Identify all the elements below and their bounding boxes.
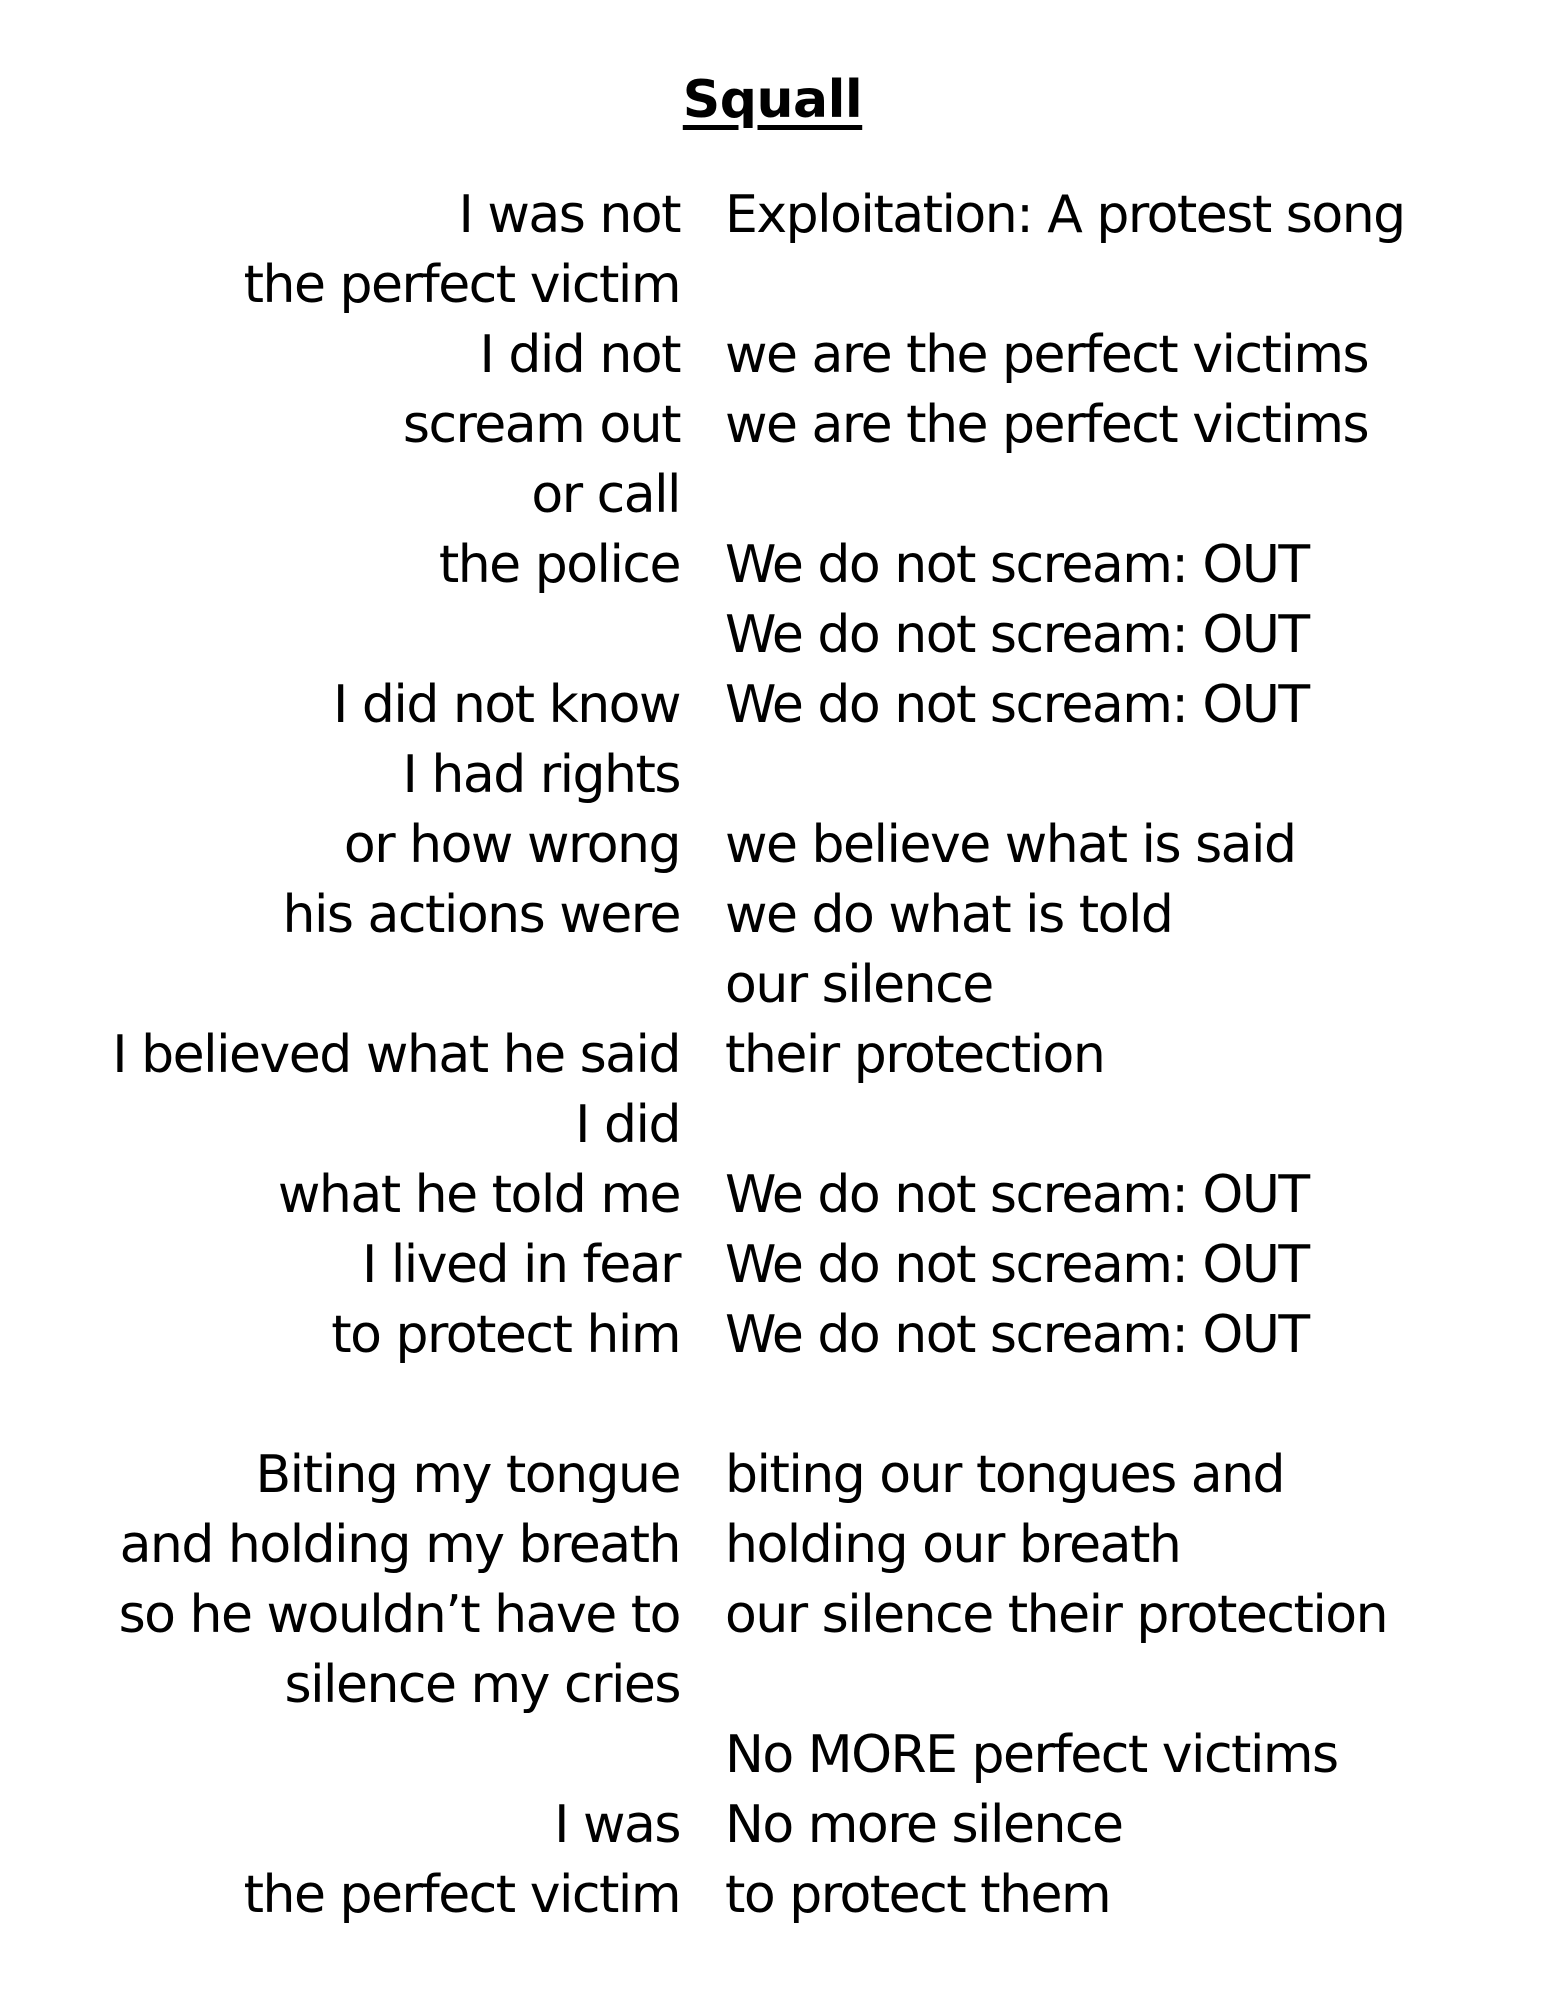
left-poem-line: I was <box>554 1795 680 1855</box>
right-poem-line: We do not scream: OUT <box>725 1165 1309 1225</box>
right-poem-line: we are the perfect victims <box>725 395 1369 455</box>
poem-title: Squall <box>682 70 863 130</box>
left-poem-line: to protect him <box>331 1305 680 1365</box>
right-poem-line: holding our breath <box>725 1515 1181 1575</box>
right-poem-line: we do what is told <box>725 885 1173 945</box>
right-poem-line: our silence <box>725 955 993 1015</box>
right-poem-line: No MORE perfect victims <box>725 1725 1338 1785</box>
left-poem-line: what he told me <box>277 1165 680 1225</box>
left-poem-line: the police <box>438 535 680 595</box>
right-poem-line <box>725 740 1525 810</box>
right-poem-line: We do not scream: OUT <box>725 605 1309 665</box>
left-poem-line <box>0 950 680 1020</box>
left-poem-line: or how wrong <box>343 815 680 875</box>
left-column <box>0 180 680 1930</box>
left-poem-line: his actions were <box>282 885 680 945</box>
left-poem-line: scream out <box>402 395 680 455</box>
right-column <box>725 180 1525 1930</box>
left-poem-line: I did not know <box>333 675 680 735</box>
right-poem-line: No more silence <box>725 1795 1123 1855</box>
left-poem-line: or call <box>531 465 680 525</box>
right-poem-line <box>725 1650 1525 1720</box>
left-poem-line: I had rights <box>402 745 680 805</box>
left-poem-line: and holding my breath <box>119 1515 680 1575</box>
right-poem-line <box>725 1370 1525 1440</box>
left-poem-line: I lived in fear <box>361 1235 680 1295</box>
left-poem-line: the perfect victim <box>243 255 680 315</box>
left-poem-line: I was not <box>458 185 680 245</box>
left-poem-line: the perfect victim <box>243 1865 680 1925</box>
left-poem-line <box>0 600 680 670</box>
left-poem-line: I believed what he said <box>112 1025 680 1085</box>
left-poem-line <box>0 1720 680 1790</box>
right-poem-line: to protect them <box>725 1865 1111 1925</box>
left-poem-line <box>0 1370 680 1440</box>
right-poem-line: biting our tongues and <box>725 1445 1285 1505</box>
right-poem-line <box>725 1090 1525 1160</box>
right-poem-line: We do not scream: OUT <box>725 675 1309 735</box>
right-poem-line: We do not scream: OUT <box>725 1305 1309 1365</box>
right-poem-line: Exploitation: A protest song <box>725 185 1405 245</box>
right-poem-line: we believe what is said <box>725 815 1296 875</box>
left-poem-line: I did <box>575 1095 680 1155</box>
right-poem-line: We do not scream: OUT <box>725 535 1309 595</box>
left-poem-line: Biting my tongue <box>255 1445 680 1505</box>
left-poem-line: silence my cries <box>284 1655 680 1715</box>
right-poem-line <box>725 250 1525 320</box>
right-poem-line <box>725 460 1525 530</box>
left-poem-line: so he wouldn’t have to <box>118 1585 680 1645</box>
right-poem-line: our silence their protection <box>725 1585 1388 1645</box>
right-poem-line: we are the perfect victims <box>725 325 1369 385</box>
left-poem-line: I did not <box>479 325 680 385</box>
right-poem-line: their protection <box>725 1025 1105 1085</box>
right-poem-line: We do not scream: OUT <box>725 1235 1309 1295</box>
